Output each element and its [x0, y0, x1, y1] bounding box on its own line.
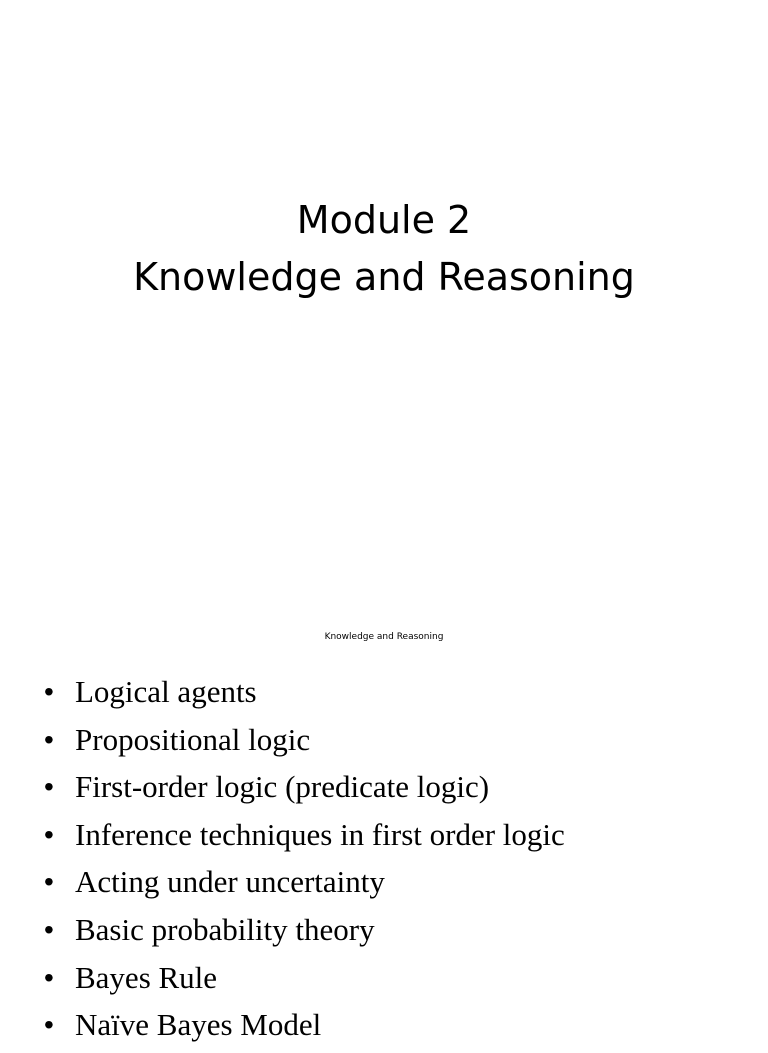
topic-item	[44, 862, 744, 910]
bullet-icon: •	[44, 961, 54, 993]
bullet-icon: •	[44, 676, 54, 707]
bullet-icon: •	[44, 818, 54, 850]
slide-title-line-2: Knowledge and Reasoning	[133, 255, 635, 299]
topic-text: Basic probability theory	[75, 911, 375, 947]
topic-text: Bayes Rule	[75, 959, 218, 995]
topic-text: Propositional logic	[75, 721, 311, 757]
topic-item	[44, 910, 744, 958]
bullet-icon: •	[44, 866, 54, 898]
bullet-icon: •	[44, 723, 54, 755]
slide-footer-label: Knowledge and Reasoning	[324, 632, 444, 642]
topic-text: Inference techniques in first order logic	[75, 816, 565, 852]
topic-text: First-order logic (predicate logic)	[75, 769, 490, 805]
bullet-icon: •	[44, 1009, 54, 1041]
topic-text: Logical agents	[75, 674, 257, 709]
topic-item	[44, 958, 744, 1006]
slide-title-line-1: Module 2	[296, 198, 472, 242]
topic-text: Naïve Bayes Model	[75, 1007, 322, 1043]
topic-item	[44, 815, 744, 863]
topic-item	[44, 1005, 744, 1053]
bullet-icon: •	[44, 913, 54, 945]
topic-item	[44, 767, 744, 815]
topic-item	[44, 672, 744, 720]
topic-item	[44, 720, 744, 768]
slide-title	[0, 192, 768, 306]
bullet-icon: •	[44, 771, 54, 803]
topic-list	[44, 672, 744, 1053]
topic-text: Acting under uncertainty	[75, 864, 385, 900]
